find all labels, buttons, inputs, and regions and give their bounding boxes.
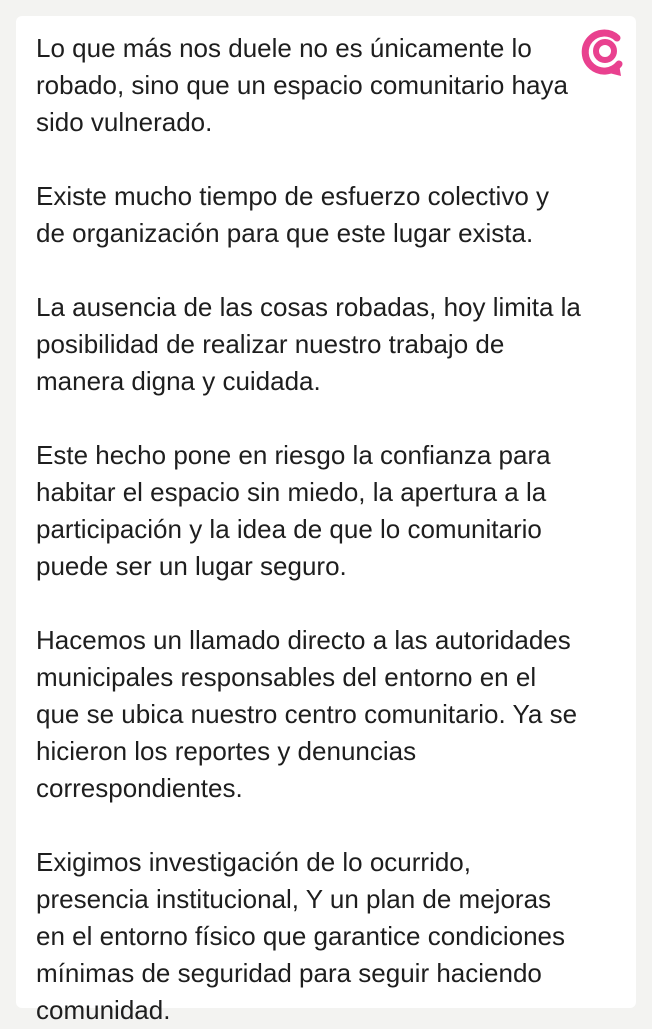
paragraph-1: Lo que más nos duele no es únicamente lo robado, sino que un espacio comunitario haya sido vulnerado. xyxy=(36,33,568,137)
paragraph-4: Este hecho pone en riesgo la confianza para habitar el espacio sin miedo, la apertura a la participación y la idea de que lo comunitario puede ser un lugar seguro. xyxy=(36,440,551,581)
paragraph-2: Existe mucho tiempo de esfuerzo colectivo y de organización para que este lugar exista. xyxy=(36,181,550,248)
paragraph-6: Exigimos investigación de lo ocurrido, presencia institucional, Y un plan de mejoras en el entorno físico que garantice condiciones mínimas de seguridad para seguir haciendo comunidad. xyxy=(36,847,566,1025)
brand-c-logo-icon xyxy=(575,24,631,80)
paragraph-3: La ausencia de las cosas robadas, hoy limita la posibilidad de realizar nuestro trabajo de manera digna y cuidada. xyxy=(36,292,581,396)
message-card xyxy=(16,16,636,1025)
paragraph-5: Hacemos un llamado directo a las autoridades municipales responsables del entorno en el que se ubica nuestro centro comunitario. Ya se hicieron los reportes y denuncias correspondientes. xyxy=(36,625,578,803)
